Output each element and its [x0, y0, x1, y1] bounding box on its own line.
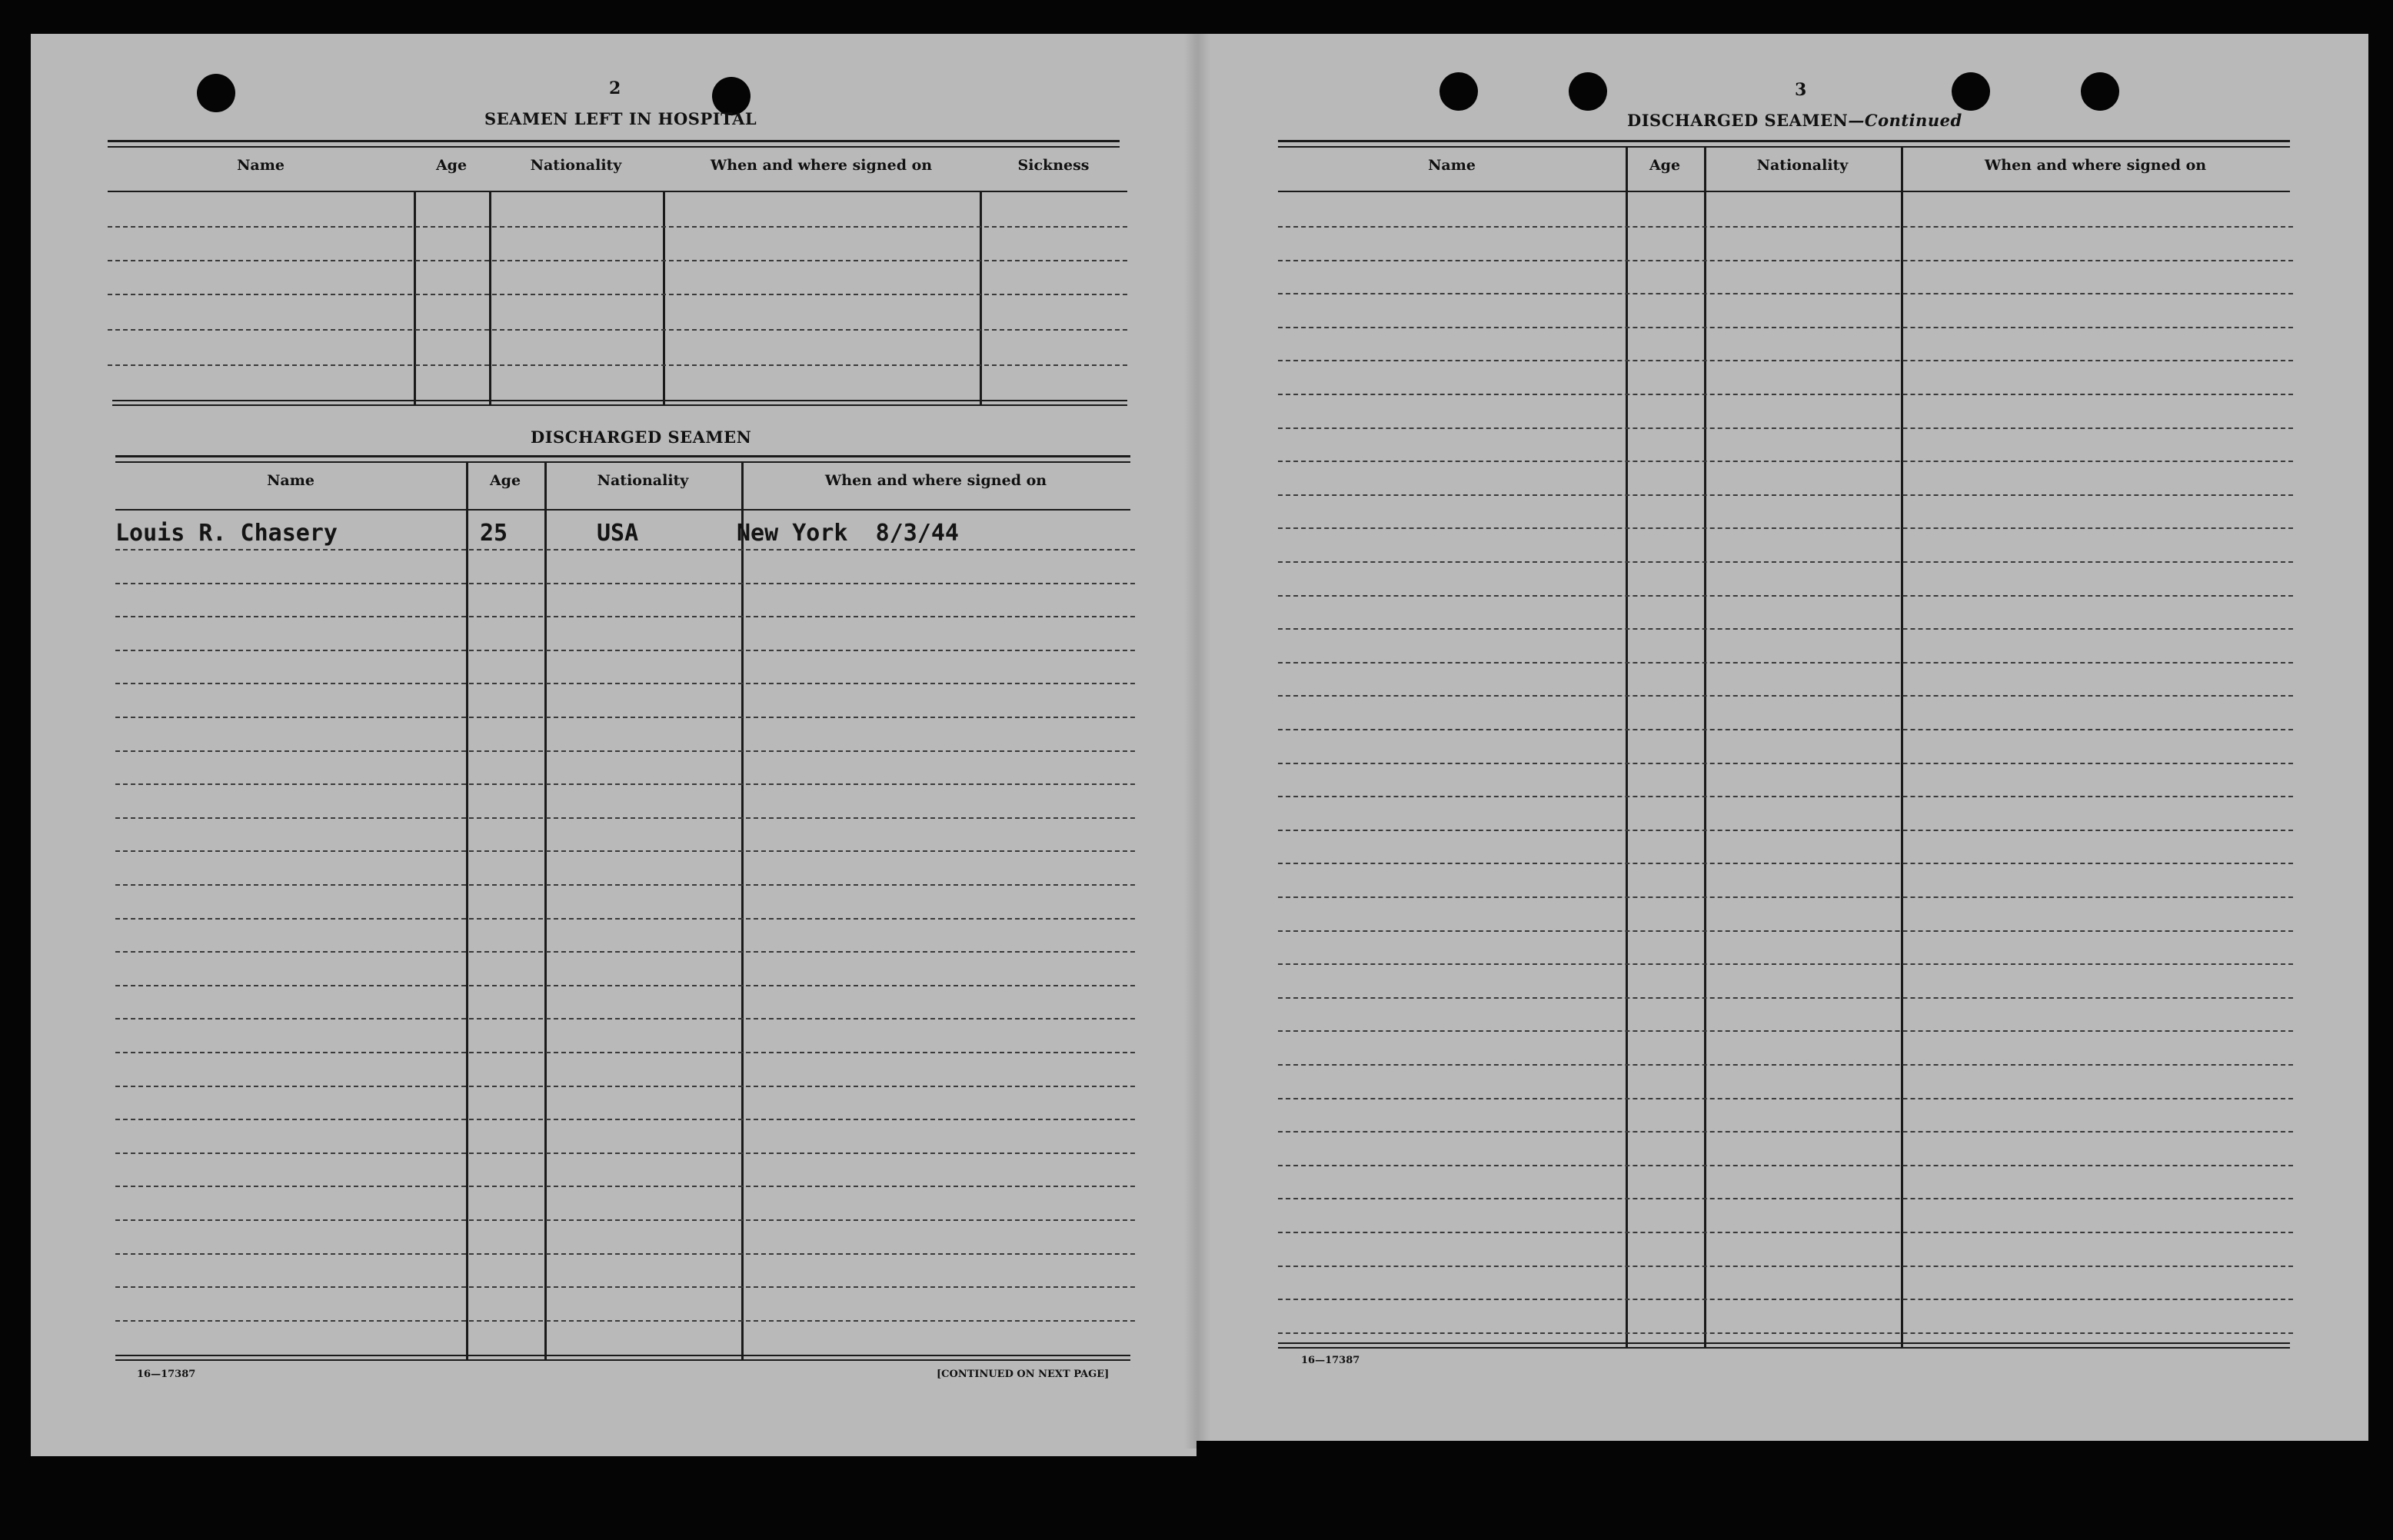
row-line: [115, 717, 1135, 718]
row-line: [1278, 260, 2293, 261]
row-line: [115, 1286, 1135, 1288]
col-header-signed-on: When and where signed on: [710, 157, 933, 174]
header-bottom-rule: [108, 191, 1127, 192]
row-line: [115, 918, 1135, 920]
col-header-name: Name: [237, 157, 285, 174]
row-line: [1278, 1030, 2293, 1032]
row-line: [1278, 1266, 2293, 1267]
table-top-rule: [108, 140, 1120, 142]
table-bottom-rule: [1278, 1347, 2290, 1349]
row-line: [1278, 729, 2293, 730]
table-top-rule: [115, 455, 1130, 457]
punch-hole: [1439, 72, 1478, 111]
row-line: [108, 329, 1127, 331]
col-header-sickness: Sickness: [1017, 157, 1090, 174]
row-line: [108, 260, 1127, 261]
table-bottom-rule: [1278, 1342, 2290, 1344]
row-line: [1278, 662, 2293, 664]
punch-hole: [2081, 72, 2119, 111]
right-section-title-suffix: —Continued: [1848, 111, 1962, 130]
header-bottom-rule: [115, 509, 1130, 511]
page-fold: [1184, 34, 1210, 1449]
row-line: [1278, 1232, 2293, 1233]
row-line: [115, 1320, 1135, 1322]
column-divider: [544, 461, 547, 1359]
table-top-rule: [1278, 140, 2290, 142]
table-top-rule: [1278, 146, 2290, 148]
row-line: [1278, 930, 2293, 932]
page-number-right: 3: [1795, 80, 1807, 100]
page-number-left: 2: [609, 78, 621, 98]
row-line: [1278, 763, 2293, 764]
row-line: [115, 650, 1135, 651]
column-divider: [466, 461, 468, 1359]
row-line: [115, 1119, 1135, 1120]
row-line: [1278, 1098, 2293, 1099]
row-line: [1278, 1131, 2293, 1133]
row-line: [1278, 595, 2293, 597]
row-line: [1278, 1332, 2293, 1334]
discharged-section-title: DISCHARGED SEAMEN: [531, 427, 752, 447]
row-line: [1278, 1165, 2293, 1166]
discharged-age-cell: 25: [480, 520, 508, 547]
row-line: [1278, 360, 2293, 361]
row-line: [1278, 293, 2293, 294]
form-number-right: 16—17387: [1301, 1355, 1360, 1366]
row-line: [1278, 427, 2293, 429]
row-line: [1278, 494, 2293, 496]
row-line: [1278, 997, 2293, 999]
table-bottom-rule: [112, 404, 1127, 406]
table-bottom-rule: [115, 1359, 1130, 1361]
col-header-age: Age: [489, 472, 521, 489]
header-bottom-rule: [1278, 191, 2290, 192]
row-line: [108, 294, 1127, 295]
row-line: [115, 884, 1135, 886]
col-header-nationality: Nationality: [597, 472, 689, 489]
row-line: [115, 985, 1135, 986]
continued-note: [CONTINUED ON NEXT PAGE]: [937, 1369, 1110, 1380]
row-line: [1278, 1198, 2293, 1199]
row-line: [115, 683, 1135, 684]
discharged-nationality-cell: USA: [597, 520, 639, 547]
row-line: [1278, 628, 2293, 630]
column-divider: [980, 191, 982, 404]
row-line: [115, 817, 1135, 819]
row-line: [115, 1153, 1135, 1154]
row-line: [1278, 394, 2293, 395]
col-header-name: Name: [267, 472, 315, 489]
col-header-age: Age: [435, 157, 468, 174]
row-line: [1278, 461, 2293, 462]
col-header-name: Name: [1428, 157, 1476, 174]
col-header-signed-on: When and where signed on: [1984, 157, 2207, 174]
col-header-nationality: Nationality: [1756, 157, 1849, 174]
row-line: [1278, 896, 2293, 898]
right-section-title-main: DISCHARGED SEAMEN: [1627, 111, 1849, 130]
col-header-nationality: Nationality: [530, 157, 622, 174]
row-line: [115, 583, 1135, 584]
row-line: [115, 1253, 1135, 1255]
row-line: [115, 549, 1135, 550]
discharged-name-cell: Louis R. Chasery: [115, 520, 338, 547]
row-line: [1278, 863, 2293, 864]
form-number-left: 16—17387: [137, 1369, 196, 1380]
punch-hole: [197, 74, 235, 112]
row-line: [108, 226, 1127, 228]
row-line: [115, 783, 1135, 785]
row-line: [115, 951, 1135, 953]
table-top-rule: [108, 146, 1120, 148]
row-line: [1278, 963, 2293, 965]
row-line: [115, 616, 1135, 617]
table-top-rule: [115, 461, 1130, 463]
hospital-section-title: SEAMEN LEFT IN HOSPITAL: [484, 109, 757, 128]
column-divider: [414, 191, 416, 404]
row-line: [1278, 327, 2293, 328]
column-divider: [489, 191, 491, 404]
row-line: [115, 1219, 1135, 1221]
row-line: [115, 1086, 1135, 1087]
row-line: [115, 750, 1135, 752]
col-header-signed-on: When and where signed on: [824, 472, 1047, 489]
punch-hole: [1952, 72, 1990, 111]
row-line: [108, 364, 1127, 366]
right-section-title: [1627, 111, 1962, 130]
table-bottom-rule: [115, 1355, 1130, 1356]
col-header-age: Age: [1649, 157, 1681, 174]
row-line: [1278, 1299, 2293, 1300]
column-divider: [741, 461, 744, 1359]
row-line: [1278, 1064, 2293, 1066]
row-line: [115, 1018, 1135, 1019]
discharged-signed-on-cell: New York 8/3/44: [737, 520, 959, 547]
right-page: [1196, 34, 2368, 1441]
punch-hole: [1569, 72, 1607, 111]
row-line: [1278, 830, 2293, 831]
column-divider: [663, 191, 665, 404]
left-page: [31, 34, 1196, 1456]
row-line: [1278, 695, 2293, 697]
row-line: [1278, 527, 2293, 529]
row-line: [115, 1186, 1135, 1187]
row-line: [115, 850, 1135, 852]
row-line: [1278, 796, 2293, 797]
row-line: [1278, 561, 2293, 563]
table-bottom-rule: [112, 400, 1127, 401]
row-line: [115, 1052, 1135, 1053]
row-line: [1278, 226, 2293, 228]
